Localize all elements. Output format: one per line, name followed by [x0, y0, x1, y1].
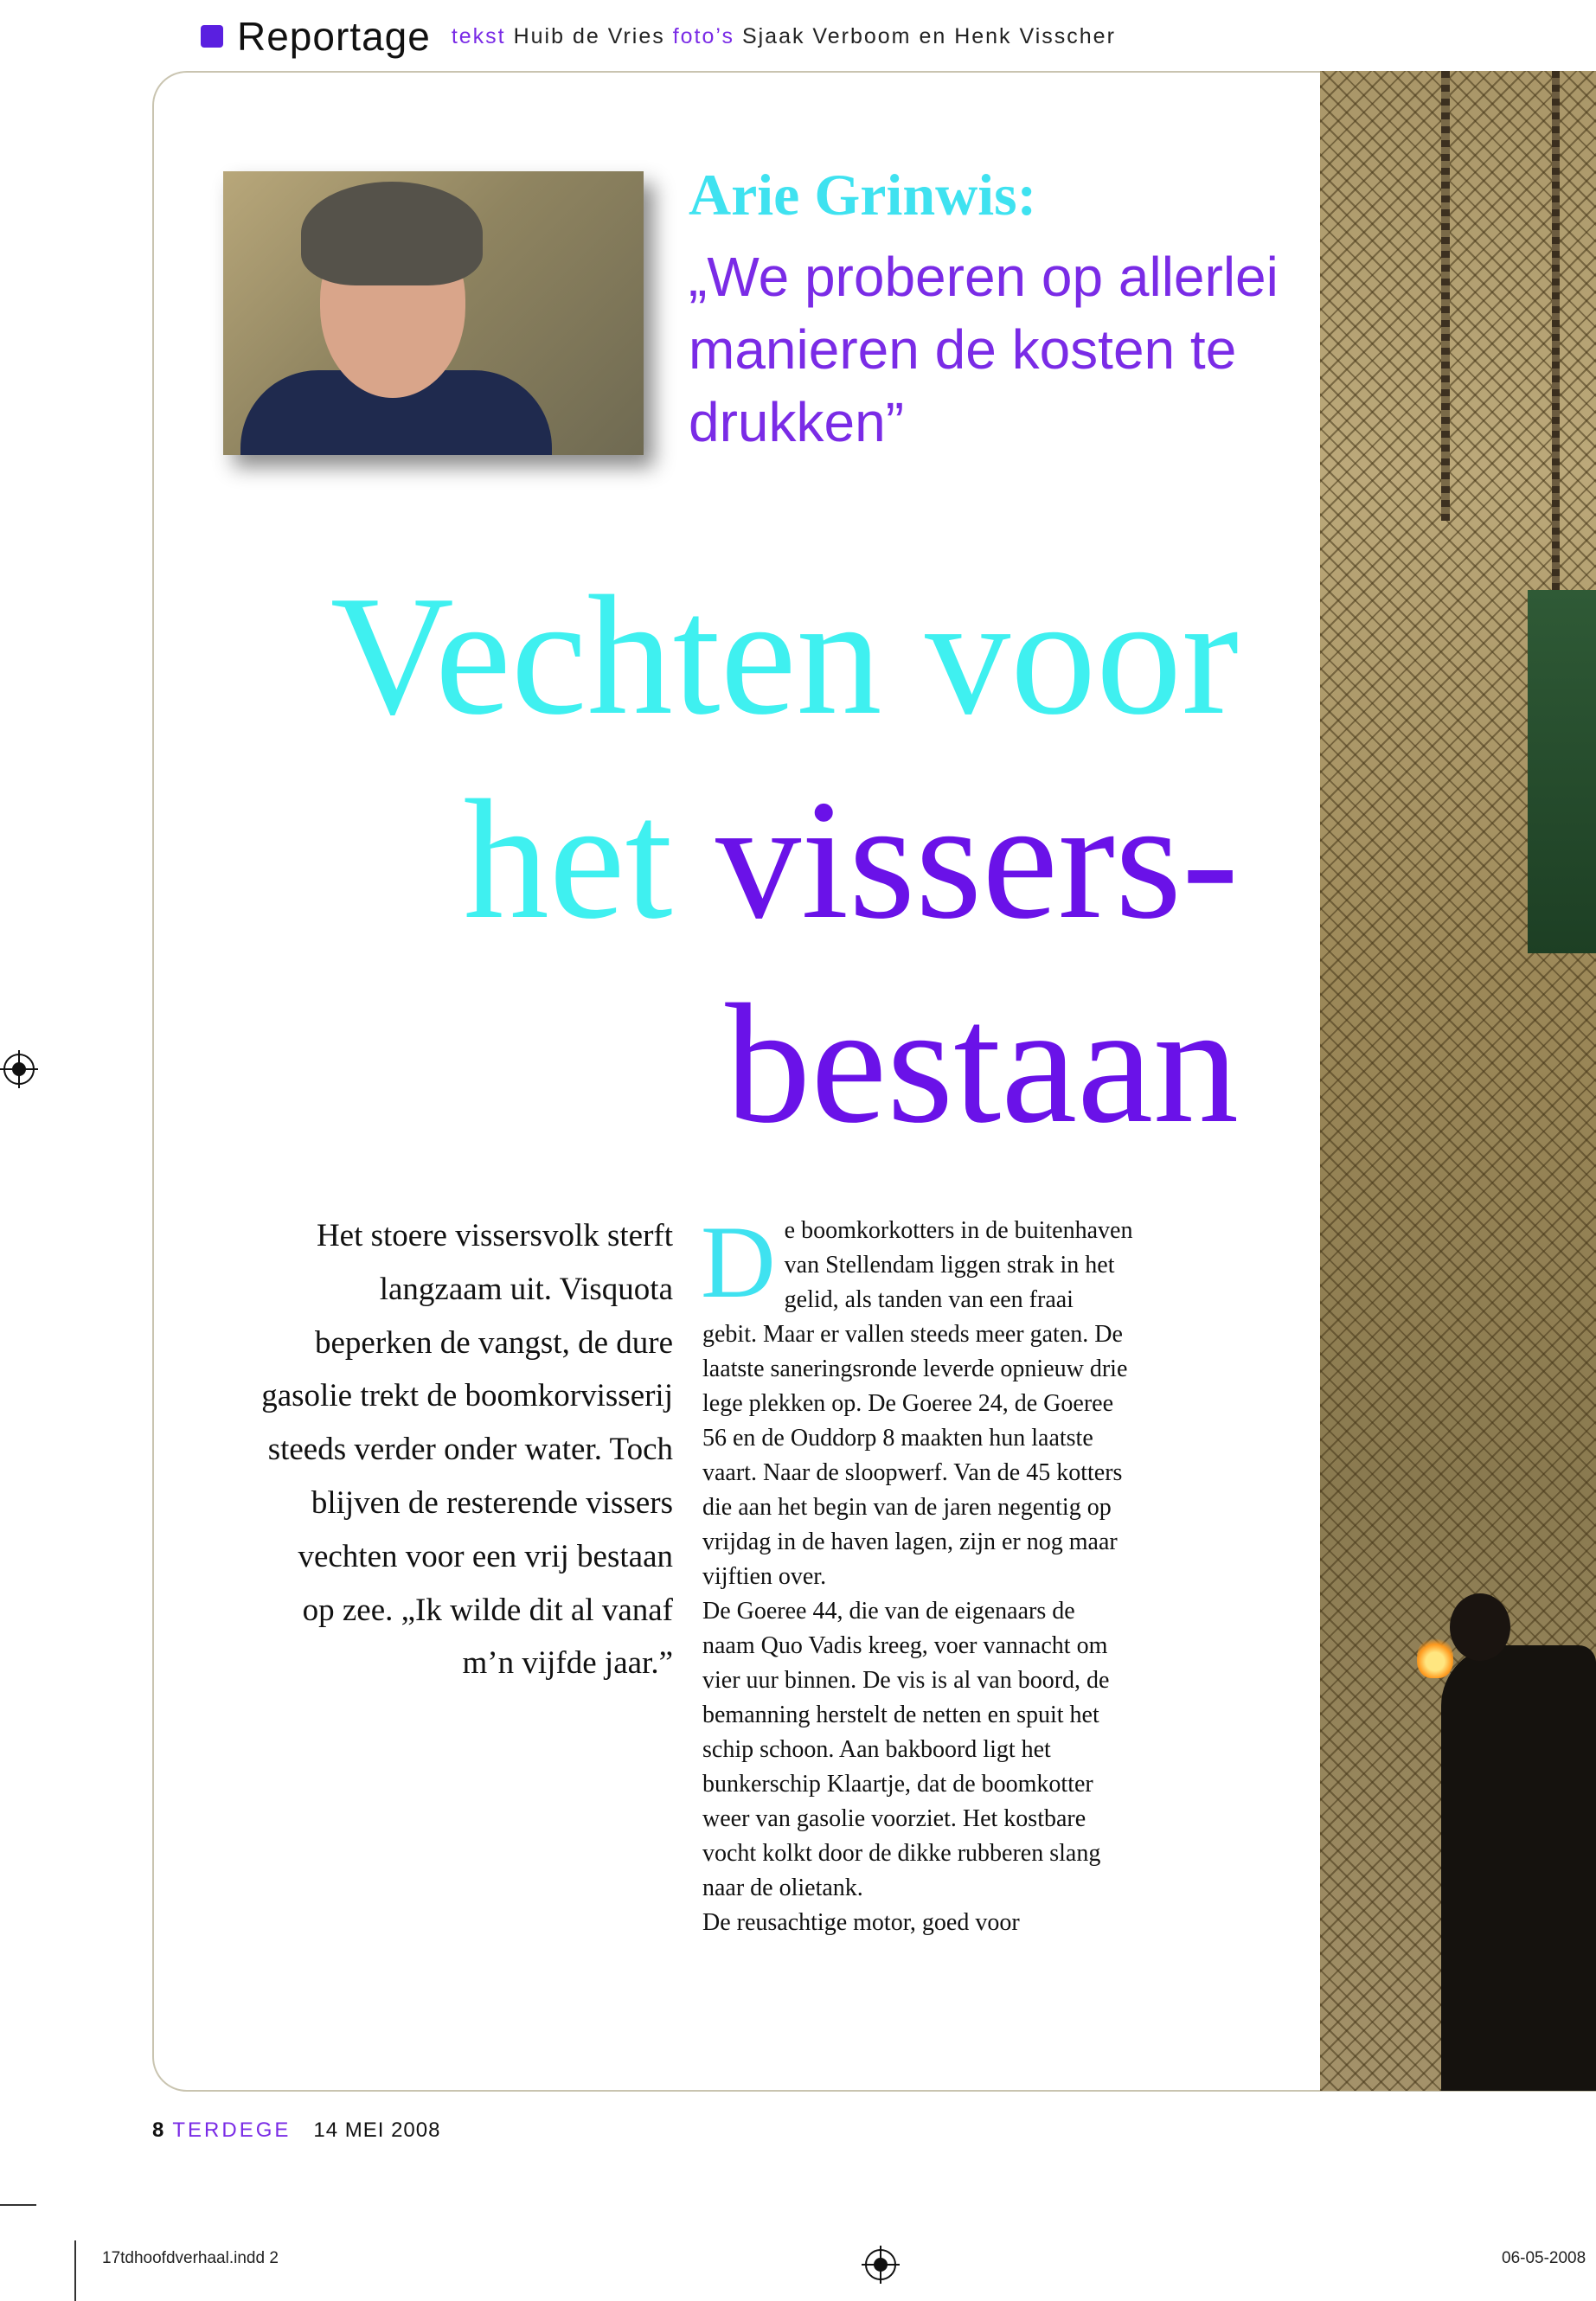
- issue-date: 14 MEI 2008: [313, 2118, 441, 2142]
- pull-quote-text: „We proberen op allerlei manieren de kosten te drukken”: [689, 246, 1279, 453]
- photo-authors: Sjaak Verboom en Henk Visscher: [741, 23, 1116, 48]
- boat-hull-image: [1528, 590, 1596, 953]
- portrait-photo: [223, 171, 644, 455]
- registration-mark-icon: [3, 1054, 35, 1085]
- text-label: tekst: [451, 23, 506, 48]
- slug-date: 06-05-2008: [1502, 2249, 1586, 2267]
- photo-label: foto’s: [672, 23, 734, 48]
- pull-quote-name: Arie Grinwis:: [689, 162, 1037, 228]
- crop-mark: [0, 2204, 36, 2206]
- body-column: [701, 1204, 1133, 1940]
- intro-text: Het stoere vissersvolk sterft langzaam uit. Visquota beperken de vangst, de dure gasolie trekt de boomkorvisserij steeds verder onder water. Toch blijven de resterende vissers vechten voor een vrij bestaan op zee. „Ik wilde dit al vanaf m’n vijfde jaar.”: [261, 1218, 673, 1682]
- text-author: Huib de Vries: [513, 23, 665, 48]
- fishing-net-photo: [1320, 71, 1596, 2091]
- drop-cap: D: [701, 1204, 776, 1319]
- registration-mark-icon: [865, 2249, 896, 2280]
- crop-mark: [74, 2240, 76, 2301]
- section-header: [201, 12, 1116, 61]
- magazine-name: TERDEGE: [172, 2118, 292, 2142]
- chain-image-2: [1552, 71, 1560, 676]
- headline-line-2: het vissers-: [463, 765, 1239, 954]
- body-paragraph-2: De Goeree 44, die van de eigenaars de naam Quo Vadis kreeg, voer vannacht om vier uur binnen. De vis is al van boord, de bemanning herstelt de netten en spuit het schip schoon. Aan bakboord ligt het bunkerschip Klaartje, dat de boomkotter weer van gasolie voorziet. Het kostbare vocht kolkt door de dikke rubberen slang naar de olietank.: [702, 1598, 1110, 1901]
- body-paragraph-3: De reusachtige motor, goed voor: [702, 1909, 1020, 1936]
- chain-image: [1441, 71, 1450, 521]
- headline-line-3: bestaan: [725, 969, 1239, 1158]
- page-footer: [152, 2116, 440, 2145]
- section-title: Reportage: [237, 14, 431, 59]
- slug-file: 17tdhoofdverhaal.indd 2: [102, 2249, 279, 2267]
- torch-flame-icon: [1417, 1637, 1453, 1678]
- headline: [173, 554, 1239, 1166]
- headline-line-1: Vechten voor: [330, 561, 1239, 750]
- fisherman-figure: [1441, 1593, 1596, 2091]
- page-number: 8: [152, 2118, 164, 2142]
- section-marker-icon: [201, 25, 223, 48]
- body-paragraph-1: e boomkorkotters in de buitenhaven van Stellendam liggen strak in het gelid, als tanden van een fraai gebit. Maar er vallen steeds meer gaten. De laatste saneringsronde leverde opnieuw drie lege plekken op. De Goeree 24, de Goeree 56 en de Ouddorp 8 maakten hun laatste vaart. Naar de sloopwerf. Van de 45 kotters die aan het begin van de jaren negentig op vrijdag in de haven lagen, zijn er nog maar vijftien over.: [702, 1217, 1133, 1590]
- credits: [452, 24, 1116, 49]
